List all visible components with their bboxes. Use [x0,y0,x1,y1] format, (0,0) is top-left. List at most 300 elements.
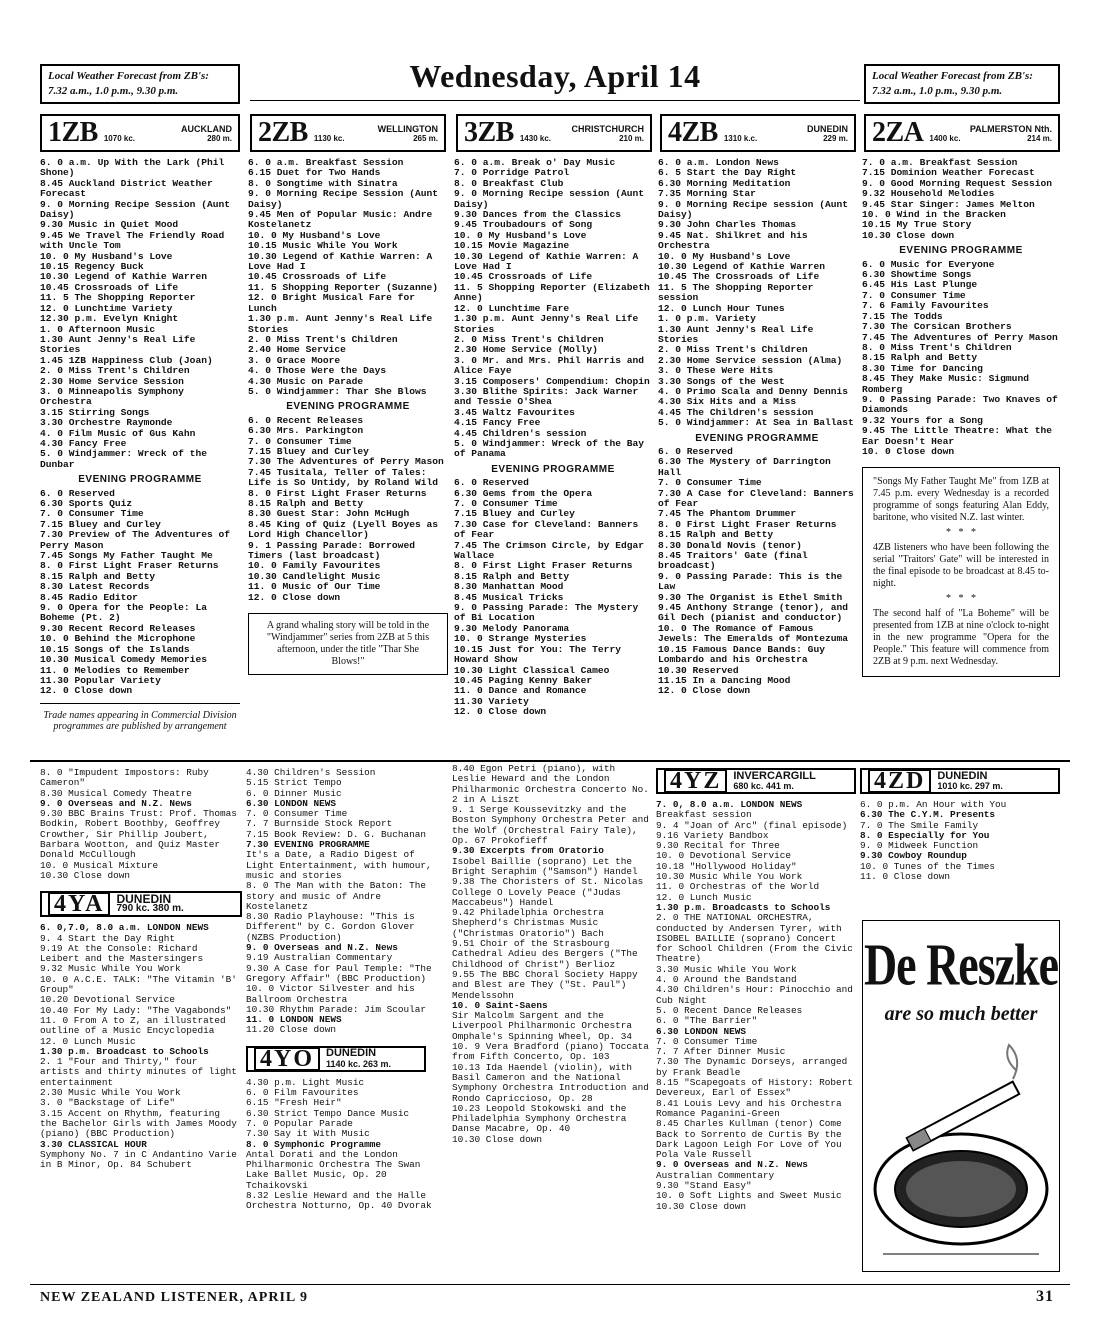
station-m: 265 m. [413,133,438,143]
programme-list [40,923,242,1170]
programme-entry: 6. 0 a.m. Up With the Lark (Phil Shone) [40,157,230,179]
programme-entry: 3.30 Blithe Spirits: Jack Warner and Tessie O'Shea [454,385,644,408]
programme-entry: 9.45 Men of Popular Music: Andre Kostelanetz [248,209,438,231]
programme-entry: 11. 0 Orchestras of the World [656,881,820,893]
programme-entry: 6.15 Duet for Two Hands [248,167,381,179]
programme-entry: 7. 6 Family Favourites [862,300,989,312]
programme-entry: 8.15 Ralph and Betty [862,352,978,364]
programme-entry: 10. 0 Strange Mysteries [454,633,587,645]
programme-entry: 5. 0 Recent Dance Releases [656,1004,803,1016]
programme-entry: 9.30 Dances from the Classics [454,209,621,221]
programme-entry: 5.15 Strict Tempo [246,777,342,789]
section-divider [30,760,1070,762]
programme-entry: 8. 0 First Light Fraser Returns [248,487,427,499]
programme-entry: 11. 0 From A to Z, an illustrated outline of a Music Encyclopedia [40,1014,232,1037]
programme-entry: 6. 0 a.m. London News [658,157,779,168]
evening-list [248,416,448,603]
station-m: 214 m. [1027,133,1052,143]
programme-entry: 8. 0 The Man with the Baton: The story and music of Andre Kostelanetz [246,880,432,912]
programme-entry: 7. 0, 8.0 a.m. LONDON NEWS [656,799,803,810]
programme-entry: 8.30 Manhattan Mood [454,581,564,593]
programme-entry: 9.55 The BBC Choral Society Happy and Blest are They ("St. Paul") Mendelssohn [452,968,644,1001]
programme-entry: 7.45 The Adventures of Perry Mason [862,331,1058,343]
station-call-sign: 2ZA [872,117,924,148]
programme-entry: 5. 0 Windjammer: Thar She Blows [248,385,427,397]
programme-entry: 11. 5 The Shopping Reporter session [658,281,820,304]
la-boheme-note: The second half of "La Boheme" will be presented from 1ZB at nine o'clock to-night in the new programme "Opera for the People." This feature will commence from 2ZB at 9 p.m. next Wednesday. [873,608,1049,668]
programme-entry: 1. 0 Afternoon Music [40,323,156,335]
programme-entry: 8.15 Ralph and Betty [40,570,156,582]
programme-entry: 4. 0 Around the Bandstand [656,974,797,986]
programme-entry: 4. 0 Primo Scala and Denny Dennis [658,385,848,397]
programme-entry: 8.32 Leslie Heward and the Halle Orchestra Notturno, Op. 40 Dvorak [246,1189,432,1212]
programme-entry: 8.40 Egon Petri (piano), with Leslie Heward and the London Philharmonic Orchestra Concerto No. 2 in A Liszt [452,763,655,805]
programme-entry: 10.45 Crossroads of Life [454,271,593,283]
programme-entry: 1.30 p.m. Aunt Jenny's Real Life Stories [454,313,644,335]
station-call-sign: 4YO [254,1047,320,1071]
programme-entry: 10.45 Paging Kenny Baker [454,674,593,686]
programme-entry: 9.30 "Stand Easy" [656,1179,752,1191]
programme-entry: 7.30 Preview of The Adventures of Perry Mason [40,529,236,551]
programme-entry: 8.41 Louis Levy and his Orchestra Romance Paganini-Green [656,1097,848,1119]
programme-entry: Antal Dorati and the London Philharmonic Orchestra The Swan Lake Ballet Music, Op. 20 Tchaikovski [246,1148,427,1191]
divider [40,703,240,704]
programme-entry: 7.15 Bluey and Curley [248,445,369,457]
page-number: 31 [1036,1288,1054,1305]
station-call-sign: 2ZB [258,117,308,148]
programme-entry: 8. 0 Especially for You [860,829,990,841]
programme-entry: 7.30 A Case for Cleveland: Banners of Fear [658,487,860,509]
programme-entry: 6.30 Showtime Songs [862,269,972,281]
programme-entry: 7.30 Case for Cleveland: Banners of Fear [454,518,644,541]
programme-entry: 3.30 Music While You Work [656,963,797,975]
programme-entry: 6.30 The Mystery of Darrington Hall [658,456,837,478]
weather-forecast-right [864,64,1060,104]
station-freq: 790 kc. 380 m. [116,903,184,915]
programme-entry: 9.51 Choir of the Strasbourg Cathedral Adieu des Bergers ("The Childhood of Christ") Berlioz [452,938,644,970]
programme-entry: 10.13 Ida Haendel (violin), with Basil Cameron and the National Symphony Orchestra Introduction and Rondo Capriccioso, Op. 28 [452,1061,655,1104]
note-separator: * * * [946,527,976,539]
programme-entry: 3.15 Composers' Compendium: Chopin [454,375,650,387]
programme-entry: 9.32 Yours for a Song [862,414,983,426]
programme-entry: 4.30 Six Hits and a Miss [658,396,797,408]
programme-entry: 10. 0 Saint-Saens [452,999,548,1011]
programme-entry: 5. 0 Windjammer: At Sea in Ballast [658,417,854,429]
programme-entry: 9. 0 Overseas and N.Z. News [40,797,192,809]
column-4zd [860,768,1060,882]
programme-entry: 8.45 Radio Editor [40,591,138,603]
programme-entry: 3.30 Orchestre Raymonde [40,417,173,429]
programme-entry: 12. 0 Lunch Music [656,891,752,903]
programme-entry: 10.30 Legend of Kathie Warren [658,261,825,273]
column-4ya [40,768,242,1170]
station-call-sign: 4YZ [664,769,727,793]
programme-entry: 2.40 Home Service [248,344,346,356]
programme-entry: 3. 0 Grace Moore [248,354,341,366]
programme-entry: 10.15 Movie Magazine [454,240,570,252]
programme-entry: 8.15 Ralph and Betty [248,498,364,509]
programme-entry: 11. 0 Close down [860,871,951,883]
programme-entry: 12. 0 Lunchtime Variety [40,302,173,314]
programme-entry: 12. 0 Close down [454,706,547,718]
programme-entry: 8.45 Musical Tricks [454,591,564,603]
programme-entry: 3.30 CLASSICAL HOUR [40,1138,147,1150]
programme-entry: 9.45 Troubadours of Song [454,219,593,231]
programme-entry: 8.30 Donald Novis (tenor) [658,539,802,551]
station-city: CHRISTCHURCH [571,123,644,134]
programme-entry: 9. 0 Overseas and N.Z. News [656,1159,808,1171]
programme-entry: 9. 0 Passing Parade: The Mystery of Bi Location [454,602,644,624]
programme-entry: 4.30 p.m. Light Music [246,1076,365,1088]
programme-entry: 12. 0 Close down [248,591,341,603]
station-header-2za [864,114,1060,152]
programme-entry: 1.30 Aunt Jenny's Real Life Stories [40,333,202,356]
programme-entry: 2.30 Music While You Work [40,1087,181,1099]
programme-entry: 7. 0 Consumer Time [658,477,762,489]
programme-entry: 8.30 Radio Playhouse: "This is Different" by C. Gordon Glover (NZBS Production) [246,911,421,943]
station-city: INVERCARGILL [733,769,816,782]
programme-entry: 8.30 Guest Star: John McHugh [248,508,410,520]
programme-entry: 9.30 John Charles Thomas [658,219,797,231]
programme-entry: 4.45 The Children's session [658,406,814,418]
note-separator: * * * [946,593,976,605]
programme-entry: 8. 0 Songtime with Sinatra [248,177,398,189]
programme-entry: 1.30 p.m. Aunt Jenny's Real Life Stories [248,313,438,335]
programme-entry: 6.45 His Last Plunge [862,279,978,291]
programme-entry: 11. 5 The Shopping Reporter [40,292,196,304]
programme-entry: 11.20 Close down [246,1024,337,1036]
station-freq: 1140 kc. 263 m. [326,1058,392,1069]
programme-entry: 10.40 For My Lady: "The Vagabonds" [40,1004,232,1016]
programme-entry: 8.45 King of Quiz (Lyell Boyes as Lord High Chancellor) [248,518,444,541]
programme-entry: 3. 0 These Were Hits [658,365,774,377]
programme-entry: 2. 0 Miss Trent's Children [248,333,398,345]
programme-entry: 10. 0 Musical Mixture [40,859,159,871]
programme-entry: 4.30 Children's Hour: Pinocchio and Cub Night [656,984,859,1006]
ashtray-cigarette-illustration [863,1039,1059,1269]
programme-entry: 10. 0 Victor Silvester and his Ballroom Orchestra [246,983,421,1005]
programme-entry: 8.15 "Scapegoats of History: Robert Devereux, Earl of Essex" [656,1077,859,1099]
programme-entry: 10.30 Close down [40,869,131,881]
page-title: Wednesday, April 14 [409,58,701,94]
station-call-sign: 4ZB [668,117,718,148]
programme-entry: 10.30 Legend of Kathie Warren: A Love Had I [454,250,644,273]
programme-entry: 3.30 Songs of the West [658,375,785,387]
column-4ya-evening [246,768,446,1212]
programme-entry: 8. 0 Breakfast Club [454,177,564,189]
programme-entry: 6. 0 a.m. Breakfast Session [248,157,404,168]
ad-slogan: are so much better [884,1003,1038,1025]
programme-entry: 11. 5 Shopping Reporter (Elizabeth Anne) [454,281,656,304]
weather-times: 7.32 a.m., 1.0 p.m., 9.30 p.m. [48,85,179,97]
programme-entry: 11. 0 Dance and Romance [454,685,587,697]
programme-list [860,800,1060,882]
programme-entry: 7.15 Bluey and Curley [40,518,161,530]
programme-entry: 7.45 Songs My Father Taught Me [40,550,213,562]
programme-entry: 2. 0 Miss Trent's Children [658,344,808,356]
programme-entry: 6.30 LONDON NEWS [246,797,337,809]
programme-entry: 10. 0 Tunes of the Times [860,860,996,872]
programme-entry: 4.30 Children's Session [246,767,376,778]
programme-entry: 6.15 "Fresh Heir" [246,1097,342,1109]
column-2zb [248,158,448,675]
programme-entry: 7. 0 Consumer Time [454,498,558,509]
station-m: 229 m. [823,133,848,143]
programme-entry: 10. 0 Devotional Service [656,850,792,862]
programme-entry: 11. 0 Music of Our Time [248,581,381,593]
station-header-4yo [246,1046,426,1072]
station-city: WELLINGTON [377,123,438,134]
programme-entry: 9.30 BBC Brains Trust: Prof. Thomas Bodkin, Robert Boothby, Geoffrey Crowther, Sir Phillip Joubert, Barbara Wootton, and Quiz Master Donald McCullough [40,808,243,861]
programme-entry: 10. 0 My Husband's Love [248,229,381,241]
programme-entry: 2. 0 THE NATIONAL ORCHESTRA, conducted by Andersen Tyrer, with ISOBEL BAILLIE (soprano) Concert for School Children (From the Civic Theatre) [656,912,859,965]
programme-entry: 9.30 Cowboy Roundup [860,850,967,862]
programme-entry: 9.30 Recent Record Releases [40,622,196,634]
programme-entry: 7. 0 a.m. Breakfast Session [862,157,1018,168]
station-header-2zb [250,114,446,152]
programme-entry: 9.30 Excerpts from Oratorio [452,845,604,857]
programme-entry: 6.30 Sports Quiz [40,498,133,509]
station-call-sign: 3ZB [464,117,514,148]
programme-entry: 10.45 Crossroads of Life [248,271,387,283]
programme-entry: 9.45 Nat. Shilkret and his Orchestra [658,229,814,252]
programme-entry: 2. 0 Miss Trent's Children [40,365,190,377]
station-city: PALMERSTON Nth. [969,123,1052,134]
programme-entry: 4.30 Fancy Free [40,437,127,449]
programme-entry: 10.18 "Hollywood Holiday" [656,860,797,872]
programme-entry: 5. 0 Windjammer: Wreck of the Bay of Panama [454,437,650,460]
programme-entry: 10.30 Close down [656,1200,747,1212]
programme-entry: 7. 0 Porridge Patrol [454,167,570,179]
station-city: DUNEDIN [326,1047,377,1060]
station-header-4ya [40,891,242,917]
programme-entry: 9.42 Philadelphia Orchestra Shepherd's Christmas Music ("Christmas Oratorio") Bach [452,907,610,939]
station-header-4zb [660,114,856,152]
station-header-3zb [456,114,652,152]
programme-entry: 10. 9 Vera Bradford (piano) Toccata from Fifth Concerto, Op. 103 [452,1041,655,1063]
station-city: AUCKLAND [181,123,232,134]
evening-list [40,489,240,697]
programme-entry: 9. 0 Passing Parade: Two Knaves of Diamonds [862,393,1064,416]
programme-list [658,158,856,429]
de-reszke-advertisement [862,920,1060,1272]
programme-entry: 2.30 Home Service session (Alma) [658,354,843,366]
programme-entry: 9. 0 Morning Recipe Session (Aunt Daisy) [248,188,444,210]
station-m: 280 m. [207,133,232,143]
programme-entry: 6. 0,7.0, 8.0 a.m. LONDON NEWS [40,922,209,934]
notes-box [862,467,1060,677]
programme-entry: 9. 0 Midweek Function [860,840,979,852]
station-header-4yz [656,768,856,794]
programme-entry: 7.15 The Todds [862,310,943,322]
station-kc: 1130 kc. [313,133,345,143]
programme-entry: 10.30 Musical Comedy Memories [40,654,207,666]
masthead-rule [250,100,860,101]
programme-entry: 9. 1 Serge Koussevitzky and the Boston Symphony Orchestra Peter and the Wolf (Orchestral Fairy Tale), Op. 67 Prokofieff [452,804,655,847]
programme-entry: 7.15 Bluey and Curley [454,508,575,520]
programme-entry: 4. 0 Film Music of Gus Kahn [40,427,196,439]
programme-entry: 8.15 Ralph and Betty [658,529,774,541]
programme-entry: 10.15 Just for You: The Terry Howard Show [454,643,627,666]
programme-entry: 8. 0 First Light Fraser Returns [658,518,837,530]
programme-entry: 8. 0 First Light Fraser Returns [454,560,633,572]
programme-entry: 10. 0 Behind the Microphone [40,633,196,645]
programme-entry: Sir Malcolm Sargent and the Liverpool Philharmonic Orchestra Omphale's Spinning Wheel, Op. 34 [452,1010,638,1042]
programme-entry: 10.30 Legend of Kathie Warren [40,271,207,283]
programme-entry: 10.23 Leopold Stokowski and the Philadelphia Symphony Orchestra Danse Macabre, Op. 40 [452,1102,633,1135]
programme-entry: 10. 0 My Husband's Love [658,250,791,262]
programme-entry: 9. 0 Morning Recipe Session (Aunt Daisy) [40,198,236,221]
programme-entry: 2.30 Home Service (Molly) [454,344,598,356]
programme-entry: 9.32 Household Melodies [862,188,995,200]
programme-entry: 8.45 Charles Kullman (tenor) Come Back to Sorrento de Curtis By the Dark Lagoon Leigh For Love of You Pola Vale Russell [656,1118,848,1161]
programme-entry: 7.30 The Dynamic Dorseys, arranged by Frank Beadle [656,1056,853,1078]
programme-list [862,158,1060,241]
evening-list [658,445,860,697]
programme-entry: 8.45 Auckland District Weather Forecast [40,177,219,200]
programme-entry: 7. 0 The Smile Family [860,819,979,831]
station-m: 210 m. [619,133,644,143]
evening-programme-heading: EVENING PROGRAMME [491,463,615,475]
programme-list [452,763,655,1145]
programme-entry: 8. 0 Miss Trent's Children [862,341,1012,353]
programme-list [656,799,859,1212]
footer-rule [30,1284,1070,1285]
programme-entry: 10.15 My True Story [862,219,972,231]
programme-entry: 2.30 Home Service Session [40,375,184,387]
programme-entry: 8. 0 Symphonic Programme [246,1138,382,1150]
programme-entry: 9.45 Anthony Strange (tenor), and Gil Dech (pianist and conductor) [658,602,854,624]
programme-entry: 9.30 Music in Quiet Mood [40,219,179,231]
programme-entry: 11.30 Popular Variety [40,674,161,686]
windjammer-note: A grand whaling story will be told in the "Windjammer" series from 2ZB at 5 this afternoon, under the title "Thar She Blows!" [248,613,448,675]
programme-list [40,768,242,881]
programme-entry: 1.30 p.m. Broadcast to Schools [40,1045,209,1057]
programme-entry: 7. 7 After Dinner Music [656,1046,786,1058]
programme-entry: 7.45 Tusitala, Teller of Tales: Life is So Untidy, by Roland Wild [248,466,438,489]
column-1zb [40,158,240,732]
programme-entry: 1.45 1ZB Happiness Club (Joan) [40,354,213,366]
programme-entry: 8.45 Traitors' Gate (final broadcast) [658,550,814,572]
programme-entry: 12. 0 Lunch Hour Tunes [658,302,785,314]
programme-entry: 1. 0 p.m. Variety [658,313,756,325]
programme-entry: 7.30 EVENING PROGRAMME [246,839,370,851]
programme-entry: 10.30 Candlelight Music [248,570,381,582]
programme-entry: 7. 0 Consumer Time [656,1035,758,1047]
station-kc: 1070 kc. [103,133,135,143]
programme-entry: 9.19 Australian Commentary [246,952,393,964]
programme-entry: 9.30 Recital for Three [656,840,780,852]
programme-entry: 2. 1 "Four and Thirty," four artists and thirty minutes of light entertainment [40,1056,243,1088]
programme-entry: Isobel Baillie (soprano) Let the Bright Seraphim ("Samson") Handel [452,855,638,877]
weather-times: 7.32 a.m., 1.0 p.m., 9.30 p.m. [872,85,1003,97]
programme-entry: 12. 0 Close down [40,685,133,697]
station-city: DUNEDIN [937,769,988,782]
programme-entry: 10. 0 Family Favourites [248,560,381,572]
programme-entry: It's a Date, a Radio Digest of Light Entertainment, with humour, music and stories [246,849,438,881]
programme-entry: 3. 0 Minneapolis Symphony Orchestra [40,385,190,408]
programme-entry: 7. 0 Consumer Time [40,508,144,520]
programme-entry: 2. 0 Miss Trent's Children [454,333,604,345]
programme-entry: 6. 0 Music for Everyone [862,258,995,270]
programme-entry: 11. 0 Melodies to Remember [40,664,190,676]
programme-entry: 10.15 Famous Dance Bands: Guy Lombardo and his Orchestra [658,643,831,666]
programme-entry: 10. 0 My Husband's Love [40,250,173,262]
programme-entry: 10.15 Songs of the Islands [40,643,190,655]
programme-entry: 6. 0 Reserved [454,477,529,489]
programme-entry: 6.30 LONDON NEWS [656,1025,747,1037]
programme-entry: 9. 0 Passing Parade: This is the Law [658,570,848,593]
programme-list [246,1078,446,1212]
programme-entry: 9. 1 Passing Parade: Borrowed Timers (last broadcast) [248,539,421,562]
programme-entry: 6. 0 Recent Releases [248,414,364,426]
programme-entry: 6. 0 Reserved [40,487,115,499]
programme-entry: Australian Commentary [656,1169,775,1181]
programme-entry: 9. 0 Morning Recipe session (Aunt Daisy) [658,198,854,221]
programme-entry: 8. 0 "Impudent Impostors: Ruby Cameron" [40,767,215,789]
programme-entry: 9.45 Star Singer: James Melton [862,198,1035,210]
programme-entry: 6.30 Strict Tempo Dance Music [246,1107,410,1119]
traitors-gate-note: 4ZB listeners who have been following the serial "Traitors' Gate" will be interested in the final episode to be broadcast at 8.45 to-night. [873,542,1049,590]
programme-entry: 10.15 Music While You Work [248,240,398,252]
programme-entry: 12. 0 Lunchtime Fare [454,302,570,314]
programme-entry: 10. 0 My Husband's Love [454,229,587,241]
programme-entry: 9.16 Variety Bandbox [656,829,769,841]
programme-entry: 9.30 Melody Panorama [454,622,570,634]
songs-note: "Songs My Father Taught Me" from 1ZB at 7.45 p.m. every Wednesday is a recorded programme of songs featuring Alan Eddy, baritone, who visited N.Z. last winter. [873,476,1049,524]
programme-entry: 7. 0 Consumer Time [862,289,966,301]
programme-entry: 10.30 Legend of Kathie Warren: A Love Had I [248,250,438,273]
programme-entry: 7.45 The Crimson Circle, by Edgar Wallace [454,539,650,562]
programme-entry: 8.15 Ralph and Betty [454,570,570,582]
station-kc: 1400 kc. [929,133,961,143]
programme-entry: 10. 0 A.C.E. TALK: "The Vitamin 'B' Group" [40,973,243,996]
programme-entry: 9. 4 "Joan of Arc" (final episode) [656,819,848,831]
weather-title: Local Weather Forecast from ZB's: [872,70,1033,82]
station-call-sign: 4YA [48,892,110,916]
programme-entry: 6.30 Gems from the Opera [454,487,593,499]
programme-entry: 7. 0 Popular Parade [246,1117,353,1129]
programme-entry: 3. 0 Mr. and Mrs. Phil Harris and Alice Faye [454,354,650,377]
programme-list [454,157,656,460]
programme-entry: 6. 5 Start the Day Right [658,167,797,179]
programme-entry: 8.45 They Make Music: Sigmund Romberg [862,373,1035,395]
programme-entry: 10.30 Close down [862,229,955,241]
weather-forecast-left [40,64,240,104]
column-3zb [454,157,656,718]
programme-entry: 10.20 Devotional Service [40,994,176,1006]
weather-title: Local Weather Forecast from ZB's: [48,70,209,82]
programme-entry: Symphony No. 7 in C Andantino Varie in B Minor, Op. 84 Schubert [40,1148,243,1171]
programme-entry: 11.30 Variety [454,695,529,707]
programme-entry: 9.38 The Choristers of St. Nicolas College O Lovely Peace ("Judas Maccabeus") Handel [452,876,649,908]
programme-entry: 7.15 Dominion Weather Forecast [862,167,1035,179]
programme-entry: 10. 0 Wind in the Bracken [862,209,1006,221]
programme-entry: 9. 0 Morning Recipe session (Aunt Daisy) [454,188,650,210]
programme-entry: 9. 0 Overseas and N.Z. News [246,942,398,954]
ad-brand: De Reszke [863,931,1059,998]
programme-entry: 3.45 Waltz Favourites [454,406,575,418]
column-2za [862,157,1064,677]
programme-entry: Breakfast session [656,809,752,821]
programme-entry: 4.30 Music on Parade [248,375,364,387]
programme-entry: 9.30 The Organist is Ethel Smith [658,591,843,603]
programme-entry: 10. 0 The Romance of Famous Jewels: The Emeralds of Montezuma [658,622,848,645]
column-4zb [658,157,860,697]
programme-entry: 7.45 The Phantom Drummer [658,508,797,520]
programme-entry: 7. 0 Consumer Time [246,808,348,820]
column-4yo-continued [452,763,655,1145]
